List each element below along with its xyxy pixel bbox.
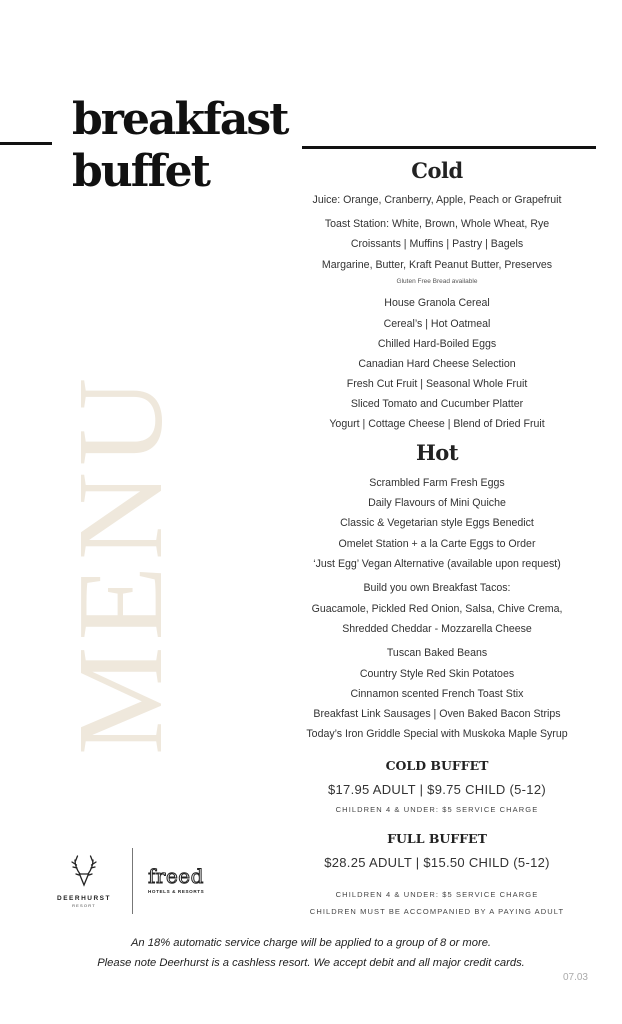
logo-divider	[132, 848, 133, 914]
deerhurst-logo	[54, 854, 114, 908]
hot-item: Classic & Vegetarian style Eggs Benedict	[340, 517, 534, 529]
cold-buffet-heading: COLD BUFFET	[385, 758, 489, 773]
right-divider-line	[302, 146, 596, 149]
hot-item: Country Style Red Skin Potatoes	[359, 668, 515, 680]
cold-item: Fresh Cut Fruit | Seasonal Whole Fruit	[346, 378, 528, 390]
freed-logo	[148, 866, 228, 894]
freed-wordmark: freed	[148, 864, 204, 888]
cold-item: Canadian Hard Cheese Selection	[358, 358, 516, 370]
hot-item: ‘Just Egg’ Vegan Alternative (available upon request)	[313, 558, 561, 570]
left-divider-line	[0, 142, 52, 145]
cold-item: Chilled Hard-Boiled Eggs	[377, 338, 497, 350]
cold-item: House Granola Cereal	[384, 297, 490, 309]
hot-item: Breakfast Link Sausages | Oven Baked Bacon Strips	[313, 708, 561, 720]
title-line-2: buffet	[72, 146, 209, 197]
hot-item: Cinnamon scented French Toast Stix	[350, 688, 524, 700]
hot-item: Scrambled Farm Fresh Eggs	[369, 477, 505, 489]
hot-item: Shredded Cheddar - Mozzarella Cheese	[342, 623, 532, 635]
hot-item: Today’s Iron Griddle Special with Muskoka Maple Syrup	[306, 728, 568, 740]
version-code: 07.03	[562, 972, 588, 983]
cold-item: Margarine, Butter, Kraft Peanut Butter, Preserves	[321, 259, 553, 271]
full-buffet-note: CHILDREN 4 & UNDER: $5 SERVICE CHARGE	[335, 890, 539, 899]
hot-item: Omelet Station + a la Carte Eggs to Order	[338, 538, 536, 550]
cold-item: Toast Station: White, Brown, Whole Wheat, Rye	[324, 218, 550, 230]
full-buffet-heading: FULL BUFFET	[387, 831, 487, 846]
page-title	[72, 94, 287, 198]
cold-heading: Cold	[411, 158, 463, 183]
cold-item: Croissants | Muffins | Pastry | Bagels	[350, 238, 524, 250]
cold-item: Juice: Orange, Cranberry, Apple, Peach or Grapefruit	[312, 194, 562, 206]
deerhurst-wordmark: DEERHURST	[57, 895, 111, 902]
full-buffet-price: $28.25 ADULT | $15.50 CHILD (5-12)	[324, 855, 550, 870]
cashless-notice: Please note Deerhurst is a cashless resort. We accept debit and all major credit cards.	[97, 957, 525, 969]
hot-item: Tuscan Baked Beans	[386, 647, 488, 659]
menu-watermark: MENU	[53, 371, 188, 755]
cold-buffet-note: CHILDREN 4 & UNDER: $5 SERVICE CHARGE	[335, 805, 539, 814]
hot-item: Daily Flavours of Mini Quiche	[368, 497, 506, 509]
full-buffet-note-2: CHILDREN MUST BE ACCOMPANIED BY A PAYING ADULT	[309, 907, 565, 916]
service-charge-notice: An 18% automatic service charge will be applied to a group of 8 or more.	[130, 937, 492, 949]
gluten-free-note: Gluten Free Bread available	[396, 278, 478, 285]
deerhurst-subtitle: RESORT	[72, 903, 96, 908]
cold-item: Yogurt | Cottage Cheese | Blend of Dried Fruit	[329, 418, 545, 430]
title-line-1: breakfast	[72, 94, 288, 145]
hot-heading: Hot	[415, 440, 459, 465]
hot-item: Build you own Breakfast Tacos:	[363, 582, 511, 594]
deer-antlers-icon	[67, 854, 101, 888]
hot-item: Guacamole, Pickled Red Onion, Salsa, Chive Crema,	[311, 603, 563, 615]
cold-item: Sliced Tomato and Cucumber Platter	[350, 398, 524, 410]
cold-buffet-price: $17.95 ADULT | $9.75 CHILD (5-12)	[327, 782, 546, 797]
freed-subtitle: HOTELS & RESORTS	[148, 889, 205, 894]
cold-item: Cereal’s | Hot Oatmeal	[383, 318, 491, 330]
